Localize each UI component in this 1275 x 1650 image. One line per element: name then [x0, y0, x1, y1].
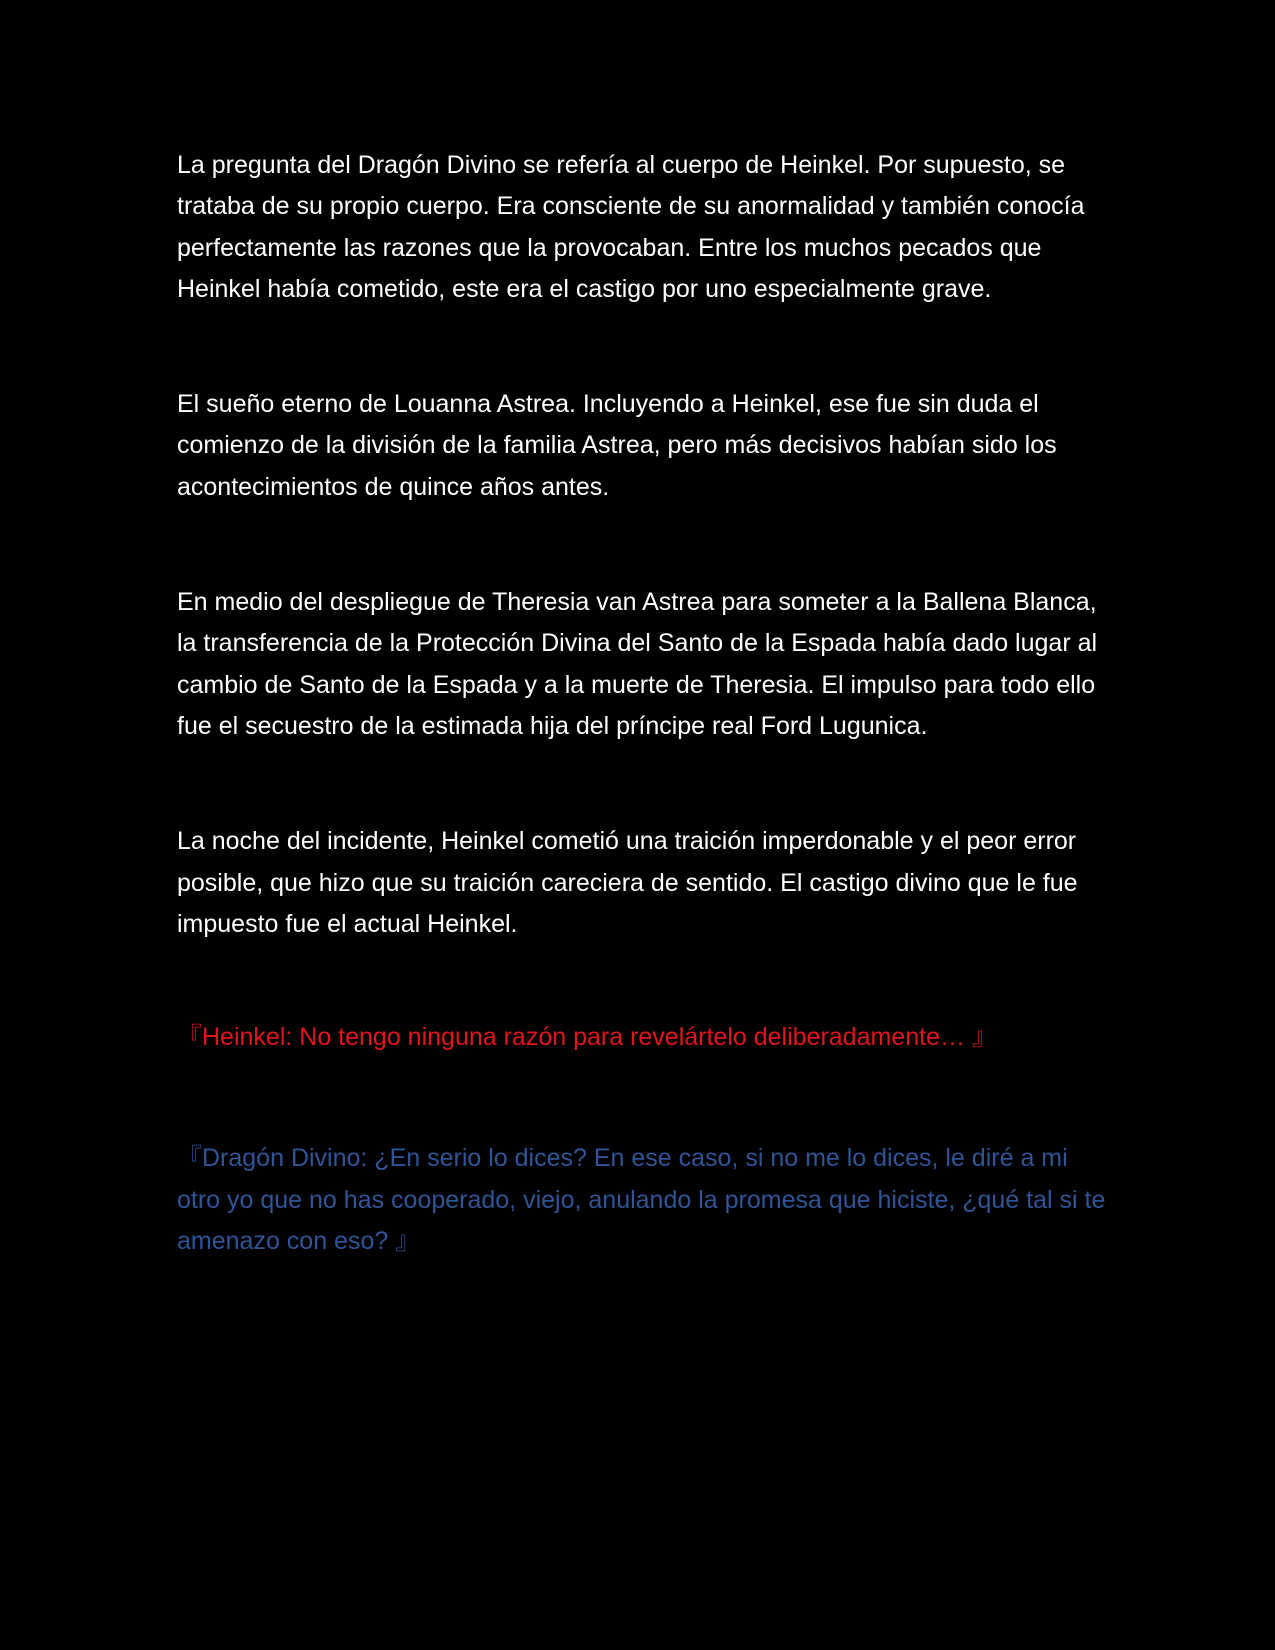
paragraph-1: La pregunta del Dragón Divino se refería al cuerpo de Heinkel. Por supuesto, se trataba de su propio cuerpo. Era consciente de su anormalidad y también conocía perfectamente las razones que la provocaban. Entre los muchos pecados que Heinkel había cometido, este era el castigo por uno especialmente grave.	[177, 151, 1085, 303]
paragraph-2: El sueño eterno de Louanna Astrea. Incluyendo a Heinkel, ese fue sin duda el comienzo de la división de la familia Astrea, pero más decisivos habían sido los acontecimientos de quince años antes.	[177, 390, 1057, 501]
paragraph-3: En medio del despliegue de Theresia van Astrea para someter a la Ballena Blanca, la transferencia de la Protección Divina del Santo de la Espada había dado lugar al cambio de Santo de la Espada y a la muerte de Theresia. El impulso para todo ello fue el secuestro de la estimada hija del príncipe real Ford Lugunica.	[177, 588, 1098, 740]
heinkel-dialogue: 『Heinkel: No tengo ninguna razón para revelártelo deliberadamente… 』	[177, 1023, 997, 1052]
dragon-dialogue: 『Dragón Divino: ¿En serio lo dices? En ese caso, si no me lo dices, le diré a mi otro yo que no has cooperado, viejo, anulando la promesa que hiciste, ¿qué tal si te amenazo con eso? 』	[177, 1144, 1106, 1256]
paragraph-4: La noche del incidente, Heinkel cometió una traición imperdonable y el peor error posible, que hizo que su traición careciera de sentido. El castigo divino que le fue impuesto fue el actual Heinkel.	[177, 827, 1078, 938]
document-body	[177, 145, 1107, 1262]
